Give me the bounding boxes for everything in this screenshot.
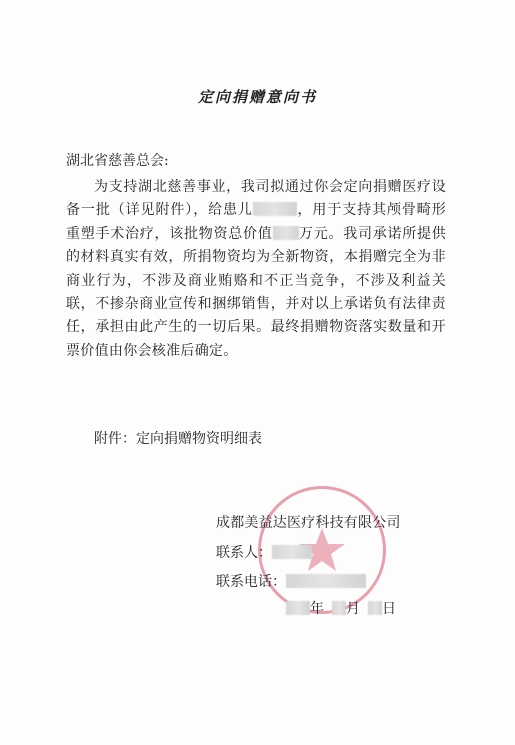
phone-label: 联系电话： [216,574,286,590]
contact-phone-row [216,571,366,591]
letter-body [66,176,446,363]
month-suffix: 月 [346,601,360,617]
body-text-part-3: 万元。我司承诺所提供的材料真实有效，所捐物资均为全新物资，本捐赠完全为非商业行为，不涉及商业贿赂和不正当竞争，不涉及利益关联，不掺杂商业宣传和捆绑销售，并对以上承诺负有法律责任，承担由此产生的一切后果。最终捐赠物资落实数量和开票价值由你会核准后确定。 [66,225,446,359]
year-suffix: 年 [310,601,324,617]
redacted-month [332,601,346,615]
document-title: 定向捐赠意向书 [197,88,317,106]
contact-label: 联系人： [216,545,272,561]
redacted-amount [273,226,299,240]
contact-person-row [216,542,312,562]
day-suffix: 日 [382,601,396,617]
redacted-patient-name [253,202,297,216]
redacted-phone-number [286,574,366,588]
company-name: 成都美益达医疗科技有限公司 [216,515,401,531]
redacted-year [286,601,310,615]
redacted-day [368,601,382,615]
redacted-contact-name [272,545,312,559]
body-text-part-2: ，用于支持其颅骨畸形重塑手术治疗，该批物资总价值 [66,202,447,242]
body-text-part-1: 为支持湖北慈善事业，我司拟通过你会定向捐赠医疗设备一批（详见附件），给患儿 [66,179,446,219]
attachment-line: 附件：定向捐赠物资明细表 [94,431,262,447]
signature-date [286,598,396,618]
recipient-line: 湖北省慈善总会: [66,153,169,169]
